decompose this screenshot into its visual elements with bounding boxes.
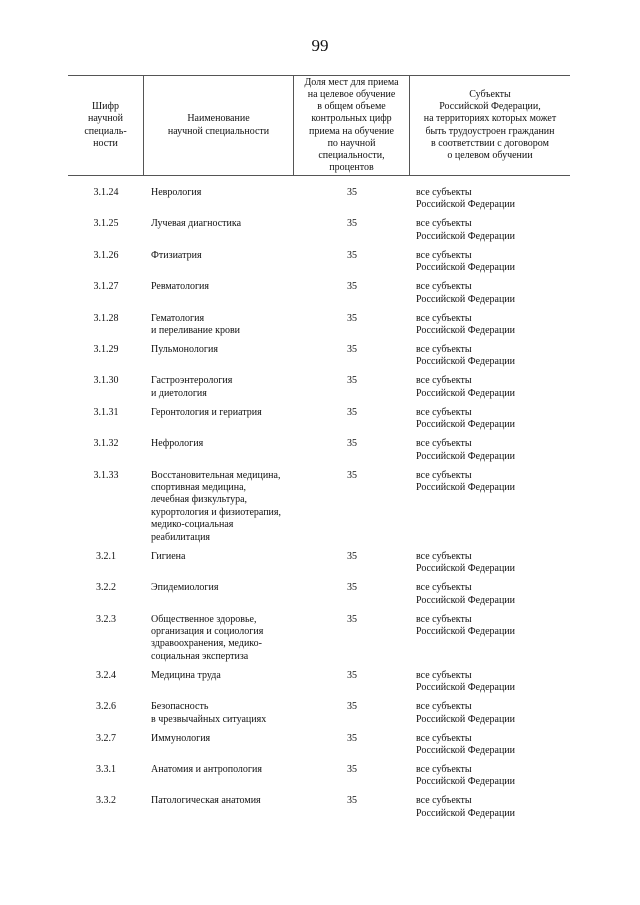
row-name: Лучевая диагностика	[151, 218, 242, 230]
row-subjects: все субъекты Российской Федерации	[416, 249, 516, 274]
table-header	[68, 75, 570, 176]
row-subjects: все субъекты Российской Федерации	[416, 669, 516, 694]
row-subjects: все субъекты Российской Федерации	[416, 312, 516, 337]
row-subjects: все субъекты Российской Федерации	[416, 582, 516, 606]
row-code: 3.1.28	[93, 312, 119, 324]
row-subjects: все субъекты Российской Федерации	[416, 732, 516, 756]
row-code: 3.2.7	[96, 732, 116, 744]
header-share: Доля мест для приема на целевое обучение в общем объеме контрольных цифр приема на обучение по научной специальности, процентов	[294, 76, 410, 175]
table-row	[68, 764, 570, 789]
row-code: 3.1.30	[93, 375, 119, 387]
page-number: 99	[311, 36, 329, 55]
row-subjects: все субъекты Российской Федерации	[416, 763, 516, 788]
table-row	[68, 733, 570, 758]
table-row	[68, 795, 570, 820]
row-subjects: все субъекты Российской Федерации	[416, 795, 516, 819]
row-code: 3.1.32	[93, 438, 119, 450]
row-subjects: все субъекты Российской Федерации	[416, 469, 516, 494]
row-subjects: все субъекты Российской Федерации	[416, 344, 516, 368]
row-name: Ревматология	[151, 281, 210, 293]
row-code: 3.2.3	[96, 613, 116, 625]
row-code: 3.1.27	[93, 281, 119, 293]
row-subjects: все субъекты Российской Федерации	[416, 218, 516, 242]
row-code: 3.2.4	[96, 669, 116, 681]
row-code: 3.1.29	[93, 344, 119, 356]
row-name: Иммунология	[151, 732, 211, 744]
row-name: Гематология и переливание крови	[151, 312, 241, 337]
table-row	[68, 250, 570, 275]
table-row	[68, 344, 570, 369]
row-share: 35	[347, 701, 357, 713]
row-name: Гастроэнтерология и диетология	[151, 375, 233, 399]
row-code: 3.2.1	[96, 550, 116, 562]
row-share: 35	[347, 406, 357, 418]
row-share: 35	[347, 249, 357, 261]
header-name: Наименование научной специальности	[144, 76, 294, 175]
table-row	[68, 701, 570, 726]
table-body	[68, 187, 570, 827]
table-row	[68, 375, 570, 400]
table-row	[68, 218, 570, 243]
row-code: 3.1.24	[93, 187, 119, 198]
row-code: 3.1.33	[93, 469, 119, 481]
row-name: Пульмонология	[151, 344, 218, 356]
row-subjects: все субъекты Российской Федерации	[416, 438, 516, 462]
row-share: 35	[347, 281, 357, 293]
row-share: 35	[347, 218, 357, 230]
row-subjects: все субъекты Российской Федерации	[416, 550, 516, 575]
header-subjects: Субъекты Российской Федерации, на территориях которых может быть трудоустроен гражданин в соответствии с договором о целевом обучении	[423, 88, 557, 161]
row-name: Безопасность в чрезвычайных ситуациях	[151, 701, 267, 725]
table-row	[68, 470, 570, 544]
row-share: 35	[347, 438, 357, 450]
row-subjects: все субъекты Российской Федерации	[416, 613, 516, 637]
table-row	[68, 281, 570, 306]
row-subjects: все субъекты Российской Федерации	[416, 281, 516, 305]
row-code: 3.2.2	[96, 582, 116, 594]
row-share: 35	[347, 344, 357, 356]
row-share: 35	[347, 732, 357, 744]
row-subjects: все субъекты Российской Федерации	[416, 187, 516, 211]
row-share: 35	[347, 795, 357, 807]
table-row	[68, 313, 570, 338]
row-share: 35	[347, 312, 357, 324]
row-share: 35	[347, 582, 357, 594]
row-share: 35	[347, 550, 357, 562]
row-name: Геронтология и гериатрия	[151, 406, 262, 418]
row-name: Анатомия и антропология	[151, 763, 262, 775]
table-row	[68, 582, 570, 607]
table-row	[68, 614, 570, 664]
row-share: 35	[347, 469, 357, 481]
row-share: 35	[347, 375, 357, 387]
row-name: Фтизиатрия	[151, 249, 202, 261]
row-code: 3.1.31	[93, 406, 119, 418]
table-row	[68, 670, 570, 695]
row-subjects: все субъекты Российской Федерации	[416, 375, 516, 399]
row-subjects: все субъекты Российской Федерации	[416, 406, 516, 431]
row-share: 35	[347, 763, 357, 775]
row-name: Нефрология	[151, 438, 204, 450]
table-row	[68, 551, 570, 576]
row-name: Восстановительная медицина, спортивная медицина, лечебная физкультура, курортология и физиотерапия, медико-социальная реабилитация	[151, 469, 282, 543]
table-row	[68, 438, 570, 463]
row-code: 3.1.25	[93, 218, 119, 230]
row-name: Неврология	[151, 187, 202, 198]
row-name: Медицина труда	[151, 669, 221, 681]
header-code: Шифр научной специаль- ности	[68, 76, 144, 175]
row-name: Эпидемиология	[151, 582, 219, 594]
row-code: 3.1.26	[93, 249, 119, 261]
row-code: 3.3.1	[96, 763, 116, 775]
row-name: Общественное здоровье, организация и социология здравоохранения, медико- социальная экспертиза	[151, 613, 264, 662]
row-name: Патологическая анатомия	[151, 795, 261, 807]
row-code: 3.2.6	[96, 701, 116, 713]
row-subjects: все субъекты Российской Федерации	[416, 701, 516, 725]
row-share: 35	[347, 669, 357, 681]
row-name: Гигиена	[151, 550, 186, 562]
table-row	[68, 407, 570, 432]
table-row	[68, 187, 570, 212]
row-share: 35	[347, 613, 357, 625]
row-share: 35	[347, 187, 357, 198]
row-code: 3.3.2	[96, 795, 116, 807]
